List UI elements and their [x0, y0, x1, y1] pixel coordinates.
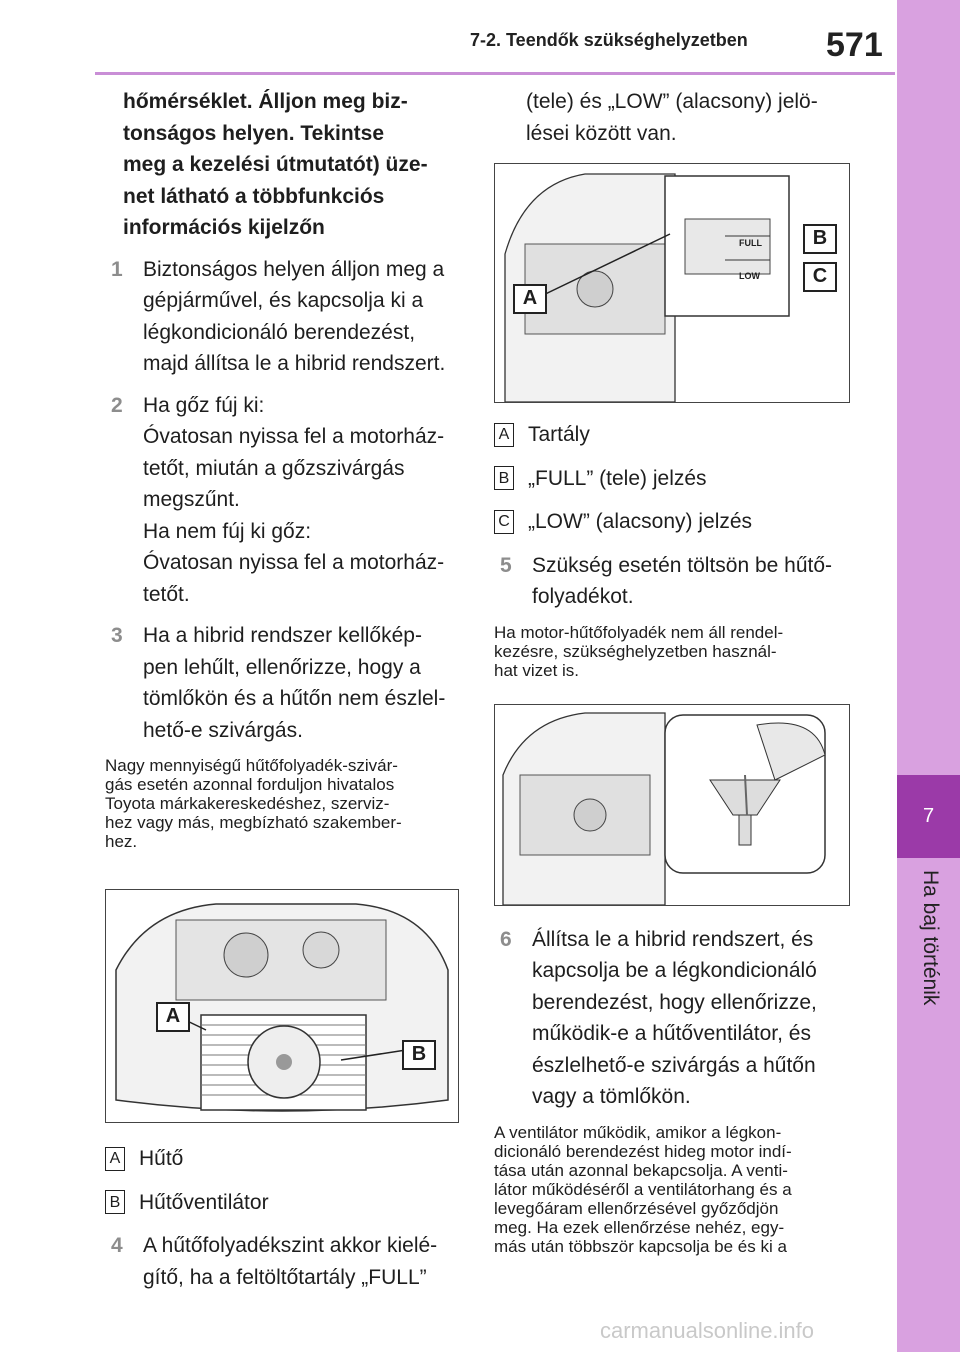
step-text: Állítsa le a hibrid rendszert, és kapcsolja be a légkondicionáló berendezést, hogy ellenőrizze, működik-e a hűtőventilátor, és észlelhető-e szivárgás a hűtőn vagy a tömlőkön.	[532, 927, 817, 1108]
step-4	[105, 1230, 465, 1293]
figure-label-a: A	[156, 1002, 190, 1032]
legend-text: Tartály	[528, 423, 590, 446]
step-number: 5	[500, 553, 512, 577]
figure-label-b: B	[402, 1040, 436, 1070]
step-6	[494, 924, 854, 1113]
right-column	[494, 86, 854, 1256]
fan-note: A ventilátor működik, amikor a légkon- dicionáló berendezést hideg motor indí- tása után azonnal bekapcsolja. A venti- látor működéséről a ventilátorhang és a levegőáram ellenőrzésével győződjön meg. Ha ezek ellenőrzése nehéz, egy- más után többször kapcsolja be és ki a	[494, 1122, 792, 1256]
step-text: A hűtőfolyadékszint akkor kielé- gítő, ha a feltöltőtartály „FULL”	[143, 1234, 438, 1289]
header-divider	[95, 72, 895, 75]
step-text: Szükség esetén töltsön be hűtő- folyadékot.	[532, 553, 833, 608]
figure-label-c: C	[803, 262, 837, 292]
step-4-continued: (tele) és „LOW” (alacsony) jelö- lései között van.	[526, 90, 818, 145]
legend-text: Hűtőventilátor	[139, 1190, 269, 1214]
step-1	[105, 254, 465, 380]
step-number: 3	[111, 624, 123, 647]
figure-label-b: B	[803, 224, 837, 254]
step-number: 6	[500, 927, 512, 951]
chapter-tab[interactable]	[897, 775, 960, 858]
reservoir-illustration	[495, 164, 849, 402]
legend-c	[494, 506, 854, 538]
legend-key: A	[105, 1147, 125, 1171]
step-text: Biztonságos helyen álljon meg a gépjárművel, és kapcsolja ki a légkondicionáló berendezést, majd állítsa le a hibrid rendszert.	[143, 257, 446, 375]
chapter-sidebar	[897, 0, 960, 1352]
step-number: 2	[111, 393, 123, 417]
legend-key: C	[494, 510, 514, 534]
leak-note: Nagy mennyiségű hűtőfolyadék-szivár- gás esetén azonnal forduljon hivatalos Toyota márkakereskedéshez, szerviz- hez vagy más, megbízható szakember- hez.	[105, 756, 402, 851]
legend-key: B	[494, 466, 514, 490]
left-column	[105, 86, 465, 1293]
watermark: carmanualsonline.info	[600, 1318, 815, 1343]
chapter-title: Ha baj történik	[919, 870, 942, 1006]
step-2	[105, 390, 465, 611]
reservoir-figure	[494, 163, 850, 403]
legend-b	[494, 463, 854, 495]
water-note: Ha motor-hűtőfolyadék nem áll rendel- kezésre, szükséghelyzetben használ- hat vizet is.	[494, 622, 784, 680]
full-mark-text: FULL	[739, 238, 762, 248]
low-mark-text: LOW	[739, 271, 760, 281]
refill-illustration	[495, 705, 849, 905]
step-number: 1	[111, 257, 123, 281]
step-number: 4	[111, 1234, 123, 1257]
step-text: Ha a hibrid rendszer kellőkép- pen lehűlt, ellenőrizze, hogy a tömlőkön és a hűtőn nem észlel- hető-e szivárgás.	[143, 624, 446, 742]
chapter-number: 7	[922, 805, 935, 827]
legend-key: A	[494, 423, 514, 447]
legend-text: Hűtő	[139, 1147, 184, 1170]
step-text: Ha gőz fúj ki: Óvatosan nyissa fel a motorház- tetőt, miután a gőzszivárgás megszűnt. Ha nem fúj ki gőz: Óvatosan nyissa fel a motorház- tetőt.	[143, 393, 445, 606]
page-number: 571	[826, 26, 883, 64]
engine-bay-figure	[105, 889, 459, 1123]
figure-label-a: A	[513, 284, 547, 314]
legend-key: B	[105, 1190, 125, 1214]
refill-figure	[494, 704, 850, 906]
section-title: 7-2. Teendők szükséghelyzetben	[470, 30, 748, 50]
step-3	[105, 620, 465, 746]
legend-a	[105, 1143, 465, 1175]
legend-text: „FULL” (tele) jelzés	[528, 466, 707, 490]
legend-text: „LOW” (alacsony) jelzés	[528, 510, 753, 533]
intro-text: hőmérséklet. Álljon meg biz- tonságos helyen. Tekintse meg a kezelési útmutatót) üze- net látható a többfunkciós információs kijelzőn	[123, 90, 428, 239]
legend-a	[494, 419, 854, 451]
legend-b	[105, 1187, 465, 1219]
step-5	[494, 550, 854, 613]
